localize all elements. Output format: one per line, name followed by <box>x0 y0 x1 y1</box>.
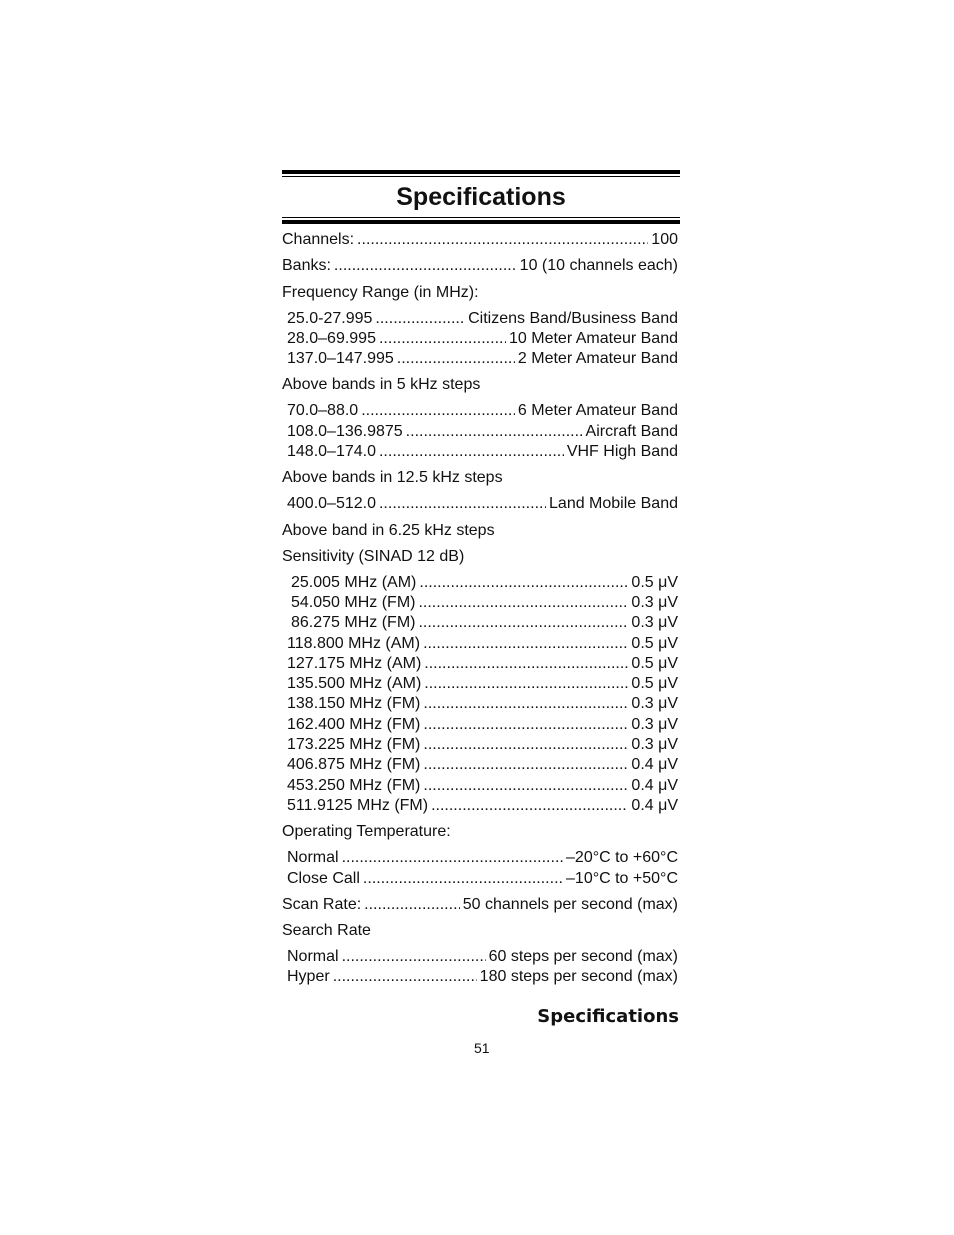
leader-dots <box>418 613 628 633</box>
band-row <box>287 442 678 462</box>
sensitivity-row <box>287 755 678 775</box>
sensitivity-freq: 25.005 MHz (AM) <box>291 573 417 591</box>
sensitivity-value: 0.5 μV <box>631 675 678 693</box>
leader-dots <box>363 869 563 889</box>
sensitivity-value: 0.4 μV <box>631 756 678 774</box>
title-rule-top-thin <box>282 176 680 177</box>
leader-dots <box>379 494 546 514</box>
title-rule-top <box>282 170 680 174</box>
leader-dots <box>418 593 628 613</box>
temp-mode: Normal <box>287 849 339 867</box>
band-range: 148.0–174.0 <box>287 443 376 461</box>
sensitivity-row <box>287 593 678 613</box>
spec-content <box>282 224 678 988</box>
sensitivity-freq: 118.800 MHz (AM) <box>287 634 421 652</box>
leader-dots <box>423 735 628 755</box>
sensitivity-row <box>287 634 678 654</box>
sensitivity-value: 0.3 μV <box>631 715 678 733</box>
search-rate-heading: Search Rate <box>282 922 371 940</box>
sensitivity-row <box>287 674 678 694</box>
temp-value: –20°C to +60°C <box>566 849 678 867</box>
sensitivity-freq: 162.400 MHz (FM) <box>287 715 421 733</box>
title-block <box>282 170 680 224</box>
temp-mode: Close Call <box>287 869 360 887</box>
search-value: 180 steps per second (max) <box>479 968 678 986</box>
page-title: Specifications <box>396 183 566 211</box>
spec-label: Banks: <box>282 257 331 275</box>
search-rate-row <box>287 967 678 987</box>
leader-dots <box>334 256 517 276</box>
note-6-25khz: Above band in 6.25 kHz steps <box>282 521 495 539</box>
sensitivity-value: 0.3 μV <box>631 593 678 611</box>
sensitivity-freq: 54.050 MHz (FM) <box>291 593 416 611</box>
leader-dots <box>423 634 628 654</box>
footer-section-title: Specifications <box>537 1006 679 1027</box>
band-row <box>287 309 678 329</box>
band-name: Citizens Band/Business Band <box>468 309 678 327</box>
band-name: 10 Meter Amateur Band <box>509 329 678 347</box>
operating-temp-group <box>282 848 678 889</box>
search-mode: Normal <box>287 948 339 966</box>
sensitivity-value: 0.3 μV <box>631 695 678 713</box>
sensitivity-value: 0.4 μV <box>631 776 678 794</box>
sensitivity-value: 0.3 μV <box>631 736 678 754</box>
sensitivity-row <box>287 573 678 593</box>
band-row <box>287 329 678 349</box>
leader-dots <box>379 442 564 462</box>
band-name: 2 Meter Amateur Band <box>517 350 678 368</box>
sensitivity-row <box>287 694 678 714</box>
band-name: Aircraft Band <box>585 422 678 440</box>
band-range: 137.0–147.995 <box>287 350 394 368</box>
spec-banks <box>282 256 678 276</box>
leader-dots <box>423 715 628 735</box>
search-value: 60 steps per second (max) <box>488 948 678 966</box>
sensitivity-value: 0.4 μV <box>631 796 678 814</box>
page-number: 51 <box>474 1040 490 1056</box>
temp-value: –10°C to +50°C <box>566 869 678 887</box>
band-group-5khz <box>282 309 678 370</box>
sensitivity-row <box>287 715 678 735</box>
band-group-6-25khz <box>282 494 678 514</box>
sensitivity-heading: Sensitivity (SINAD 12 dB) <box>282 547 465 565</box>
spec-value: 10 (10 channels each) <box>519 257 678 275</box>
title-rule-bottom-thin <box>282 217 680 218</box>
band-name: VHF High Band <box>566 443 678 461</box>
note-5khz: Above bands in 5 kHz steps <box>282 376 481 394</box>
band-name: 6 Meter Amateur Band <box>517 402 678 420</box>
leader-dots <box>375 309 465 329</box>
sensitivity-value: 0.3 μV <box>631 614 678 632</box>
band-group-12-5khz <box>282 401 678 462</box>
spec-label: Scan Rate: <box>282 895 362 913</box>
band-row <box>287 422 678 442</box>
temp-row <box>287 869 678 889</box>
frequency-range-heading: Frequency Range (in MHz): <box>282 283 479 301</box>
band-range: 25.0-27.995 <box>287 309 373 327</box>
sensitivity-value: 0.5 μV <box>631 634 678 652</box>
sensitivity-freq: 173.225 MHz (FM) <box>287 736 421 754</box>
sensitivity-row <box>287 735 678 755</box>
leader-dots <box>379 329 506 349</box>
sensitivity-row <box>287 776 678 796</box>
sensitivity-value: 0.5 μV <box>631 654 678 672</box>
search-rate-row <box>287 947 678 967</box>
band-row <box>287 494 678 514</box>
sensitivity-freq: 86.275 MHz (FM) <box>291 614 416 632</box>
sensitivity-freq: 511.9125 MHz (FM) <box>287 796 429 814</box>
spec-value: 50 channels per second (max) <box>462 895 678 913</box>
sensitivity-freq: 453.250 MHz (FM) <box>287 776 421 794</box>
band-name: Land Mobile Band <box>549 495 678 513</box>
search-mode: Hyper <box>287 968 330 986</box>
leader-dots <box>419 573 628 593</box>
sensitivity-row <box>287 654 678 674</box>
sensitivity-row <box>287 796 678 816</box>
spec-label: Channels: <box>282 231 355 248</box>
leader-dots <box>397 349 515 369</box>
note-12-5khz: Above bands in 12.5 kHz steps <box>282 469 503 487</box>
spec-value: 100 <box>651 231 678 248</box>
search-rate-group <box>282 947 678 988</box>
operating-temp-heading: Operating Temperature: <box>282 823 451 841</box>
sensitivity-freq: 127.175 MHz (AM) <box>287 654 422 672</box>
band-range: 400.0–512.0 <box>287 495 376 513</box>
sensitivity-freq: 406.875 MHz (FM) <box>287 756 421 774</box>
band-row <box>287 401 678 421</box>
band-range: 108.0–136.9875 <box>287 422 403 440</box>
band-row <box>287 349 678 369</box>
sensitivity-row <box>287 613 678 633</box>
leader-dots <box>357 230 648 250</box>
spec-scan-rate <box>282 895 678 915</box>
leader-dots <box>342 848 563 868</box>
leader-dots <box>424 654 628 674</box>
leader-dots <box>423 694 628 714</box>
leader-dots <box>361 401 515 421</box>
sensitivity-freq: 138.150 MHz (FM) <box>287 695 421 713</box>
temp-row <box>287 848 678 868</box>
band-range: 70.0–88.0 <box>287 402 359 420</box>
leader-dots <box>431 796 628 816</box>
leader-dots <box>342 947 486 967</box>
leader-dots <box>364 895 460 915</box>
leader-dots <box>406 422 583 442</box>
leader-dots <box>423 776 628 796</box>
spec-channels <box>282 230 678 250</box>
sensitivity-group <box>282 573 678 817</box>
leader-dots <box>423 755 628 775</box>
leader-dots <box>424 674 628 694</box>
sensitivity-value: 0.5 μV <box>631 573 678 591</box>
sensitivity-freq: 135.500 MHz (AM) <box>287 675 422 693</box>
band-range: 28.0–69.995 <box>287 329 376 347</box>
leader-dots <box>333 967 477 987</box>
